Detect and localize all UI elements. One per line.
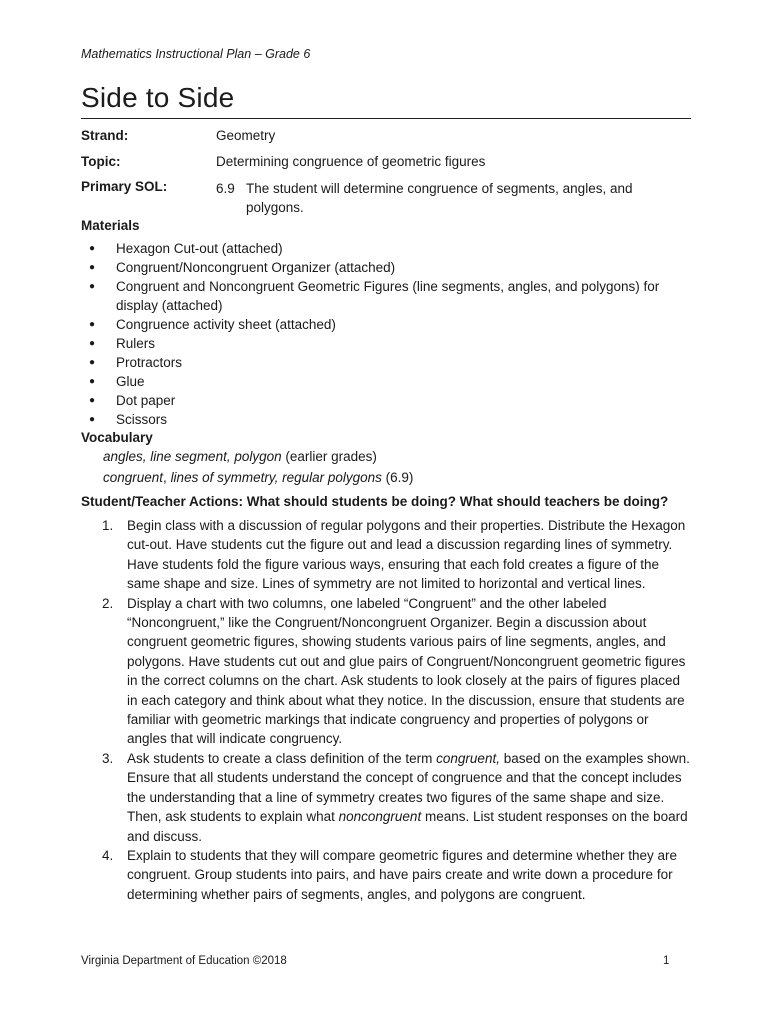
vocabulary-heading: Vocabulary: [81, 430, 153, 445]
list-item: [81, 846, 691, 904]
step-text: Explain to students that they will compare geometric figures and determine whether they are congruent. Group students into pairs, and have pairs create and write down a procedure for determining whether pairs of segments, angles, and polygons are congruent.: [127, 847, 678, 902]
step-number: 2.: [102, 595, 114, 611]
list-item: ● Scissors: [81, 410, 691, 429]
step-text-part: based on the examples shown. Ensure that all students understand the concept of congruence and that the concept includes the understanding that a line of symmetry creates two figures of the same shape and size. Then, ask students to explain what: [127, 750, 690, 825]
materials-heading: Materials: [81, 218, 140, 233]
list-item: ● Rulers: [81, 334, 691, 353]
list-item: ● Dot paper: [81, 391, 691, 410]
footer-credit: Virginia Department of Education ©2018: [81, 955, 287, 967]
sol-number: 6.9: [216, 181, 235, 196]
step-number: 1.: [102, 518, 114, 533]
sol-text: The student will determine congruence of segments, angles, and polygons.: [246, 181, 633, 215]
list-item: ● Glue: [81, 372, 691, 391]
step-text-part: means. List student responses on the board and discuss.: [127, 809, 688, 844]
vocabulary-line-1: [103, 449, 377, 464]
running-header: Mathematics Instructional Plan – Grade 6: [81, 47, 311, 61]
topic-label: Topic:: [81, 154, 121, 169]
vocabulary-separator: ,: [163, 470, 171, 485]
title-divider: [81, 118, 691, 119]
list-item: [81, 749, 691, 846]
list-item: [81, 594, 691, 749]
topic-value: Determining congruence of geometric figures: [216, 154, 486, 169]
step-number: 3.: [102, 750, 114, 766]
vocabulary-terms: angles, line segment, polygon: [103, 449, 282, 464]
page-title: Side to Side: [81, 82, 235, 113]
sol-label: Primary SOL:: [81, 179, 168, 194]
step-number: 4.: [102, 847, 114, 863]
vocabulary-note: (6.9): [381, 470, 414, 485]
step-text: Display a chart with two columns, one labeled “Congruent” and the other labeled “Noncongruent,” like the Congruent/Noncongruent Organizer. Begin a discussion about congruent geometric figures, showing students various pairs of line segments, angles, and polygons. Have students cut out and glue pairs of Congruent/Noncongruent geometric figures in the correct columns on the chart. Ask students to look closely at the pairs of figures placed in each category and think about what they notice. In the discussion, ensure that students are familiar with geometric markings that indicate congruency and properties of polygons or angles that will indicate congruency.: [127, 595, 686, 747]
actions-heading: Student/Teacher Actions: What should students be doing? What should teachers be doing?: [81, 494, 669, 509]
strand-value: Geometry: [216, 128, 276, 143]
step-text-part: Ask students to create a class definition of the term: [127, 750, 437, 766]
page-number: 1: [663, 955, 670, 967]
vocabulary-line-2: [103, 470, 413, 485]
sol-value: [216, 179, 671, 217]
list-item: ● Protractors: [81, 353, 691, 372]
list-item: ● Hexagon Cut-out (attached): [81, 239, 691, 258]
strand-label: Strand:: [81, 128, 129, 143]
vocabulary-note: (earlier grades): [281, 449, 377, 464]
vocabulary-terms: congruent: [103, 470, 164, 485]
step-emphasis: noncongruent: [338, 809, 422, 825]
list-item: ● Congruent and Noncongruent Geometric Figures (line segments, angles, and polygons) for display (attached): [81, 277, 691, 315]
actions-steps: [81, 516, 691, 904]
list-item: [81, 516, 691, 594]
list-item: ● Congruence activity sheet (attached): [81, 315, 691, 334]
list-item: ● Congruent/Noncongruent Organizer (attached): [81, 258, 691, 277]
materials-list: [81, 239, 691, 429]
vocabulary-terms: lines of symmetry, regular polygons: [170, 470, 382, 485]
step-text: Begin class with a discussion of regular polygons and their properties. Distribute the Hexagon cut-out. Have students cut the figure out and lead a discussion regarding lines of symmetry. Have students fold the figure various ways, ensuring that each fold creates a figure of the same shape and size. Lines of symmetry are not limited to horizontal and vertical lines.: [127, 518, 686, 592]
step-emphasis: congruent,: [436, 750, 500, 766]
step-text: [127, 751, 690, 844]
